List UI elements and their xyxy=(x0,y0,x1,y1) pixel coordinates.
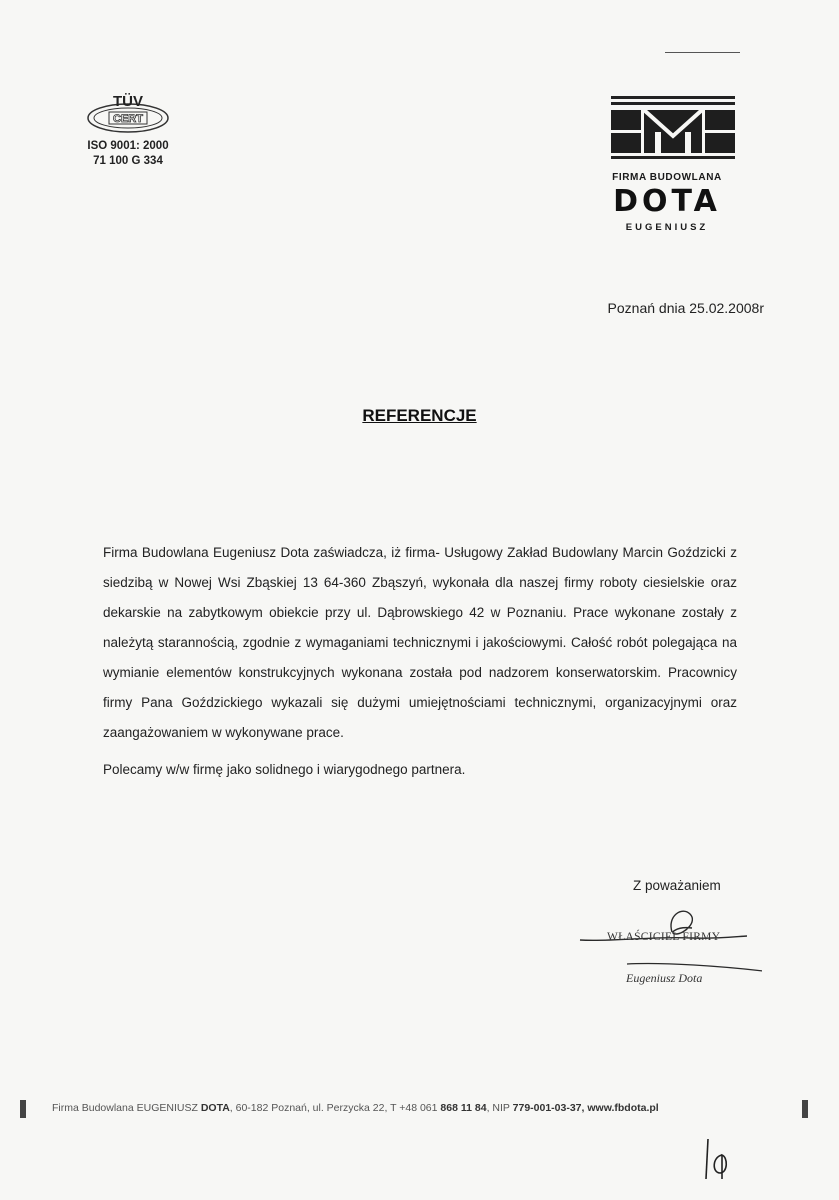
tuv-label: TÜV xyxy=(113,93,143,110)
tuv-cert-badge xyxy=(58,92,198,168)
building-logo-icon xyxy=(597,96,737,164)
tuv-cert-icon xyxy=(73,92,183,138)
footer-prefix: Firma Budowlana xyxy=(52,1102,134,1114)
logo-first-name: EUGENIUSZ xyxy=(625,222,709,233)
letter-body xyxy=(103,538,737,785)
footer-nip: 779-001-03-37 xyxy=(512,1102,582,1114)
body-paragraph-1: Firma Budowlana Eugeniusz Dota zaświadcza, iż firma- Usługowy Zakład Budowlany Marcin Goździcki z siedzibą w Nowej Wsi Zbąskiej 13 64-360 Zbąszyń, wykonała dla naszej firmy roboty ciesielskie oraz dekarskie na zabytkowym obiekcie przy ul. Dąbrowskiego 42 w Poznaniu. Prace wykonane zostały z należytą starannością, zgodnie z wymaganiami technicznymi i jakościowymi. Całość robót polegająca na wymianie elementów konstrukcyjnych wykonana została pod nadzorem konserwatorskim. Pracownicy firmy Pana Goździckiego wykazali się dużymi umiejętnościami technicznymi, organizacyjnymi oraz zaangażowaniem w wykonywane prace. xyxy=(103,545,737,740)
closing-greeting: Z poważaniem xyxy=(633,878,721,893)
top-mark-line xyxy=(665,52,740,53)
footer-phone: 868 11 84 xyxy=(440,1102,487,1114)
handwritten-mark-icon xyxy=(700,1135,740,1185)
footer-surname: DOTA xyxy=(200,1102,230,1114)
footer-nip-label: , NIP xyxy=(486,1102,510,1114)
footer-left-mark xyxy=(20,1100,26,1118)
footer-right-mark xyxy=(802,1100,808,1118)
owner-title: WŁAŚCICIEL FIRMY xyxy=(607,931,721,943)
letter-footer xyxy=(20,1098,820,1120)
footer-website: , www.fbdota.pl xyxy=(581,1102,659,1114)
company-logo xyxy=(582,96,752,233)
cert-number: 71 100 G 334 xyxy=(93,155,163,167)
letter-date: Poznań dnia 25.02.2008r xyxy=(607,300,764,316)
footer-first-name: EUGENIUSZ xyxy=(136,1102,198,1114)
body-paragraph-2: Polecamy w/w firmę jako solidnego i wiarygodnego partnera. xyxy=(103,762,466,777)
logo-company-name: DOTA xyxy=(613,184,721,219)
letter-title: REFERENCJE xyxy=(362,406,477,425)
owner-name: Eugeniusz Dota xyxy=(626,971,703,985)
iso-standard: ISO 9001: 2000 xyxy=(87,140,169,152)
footer-contact-line xyxy=(52,1102,659,1114)
cert-label: CERT xyxy=(113,113,143,125)
footer-address: , 60-182 Poznań, ul. Perzycka 22, T +48 061 xyxy=(229,1102,438,1114)
logo-firm-line: FIRMA BUDOWLANA xyxy=(612,172,722,183)
